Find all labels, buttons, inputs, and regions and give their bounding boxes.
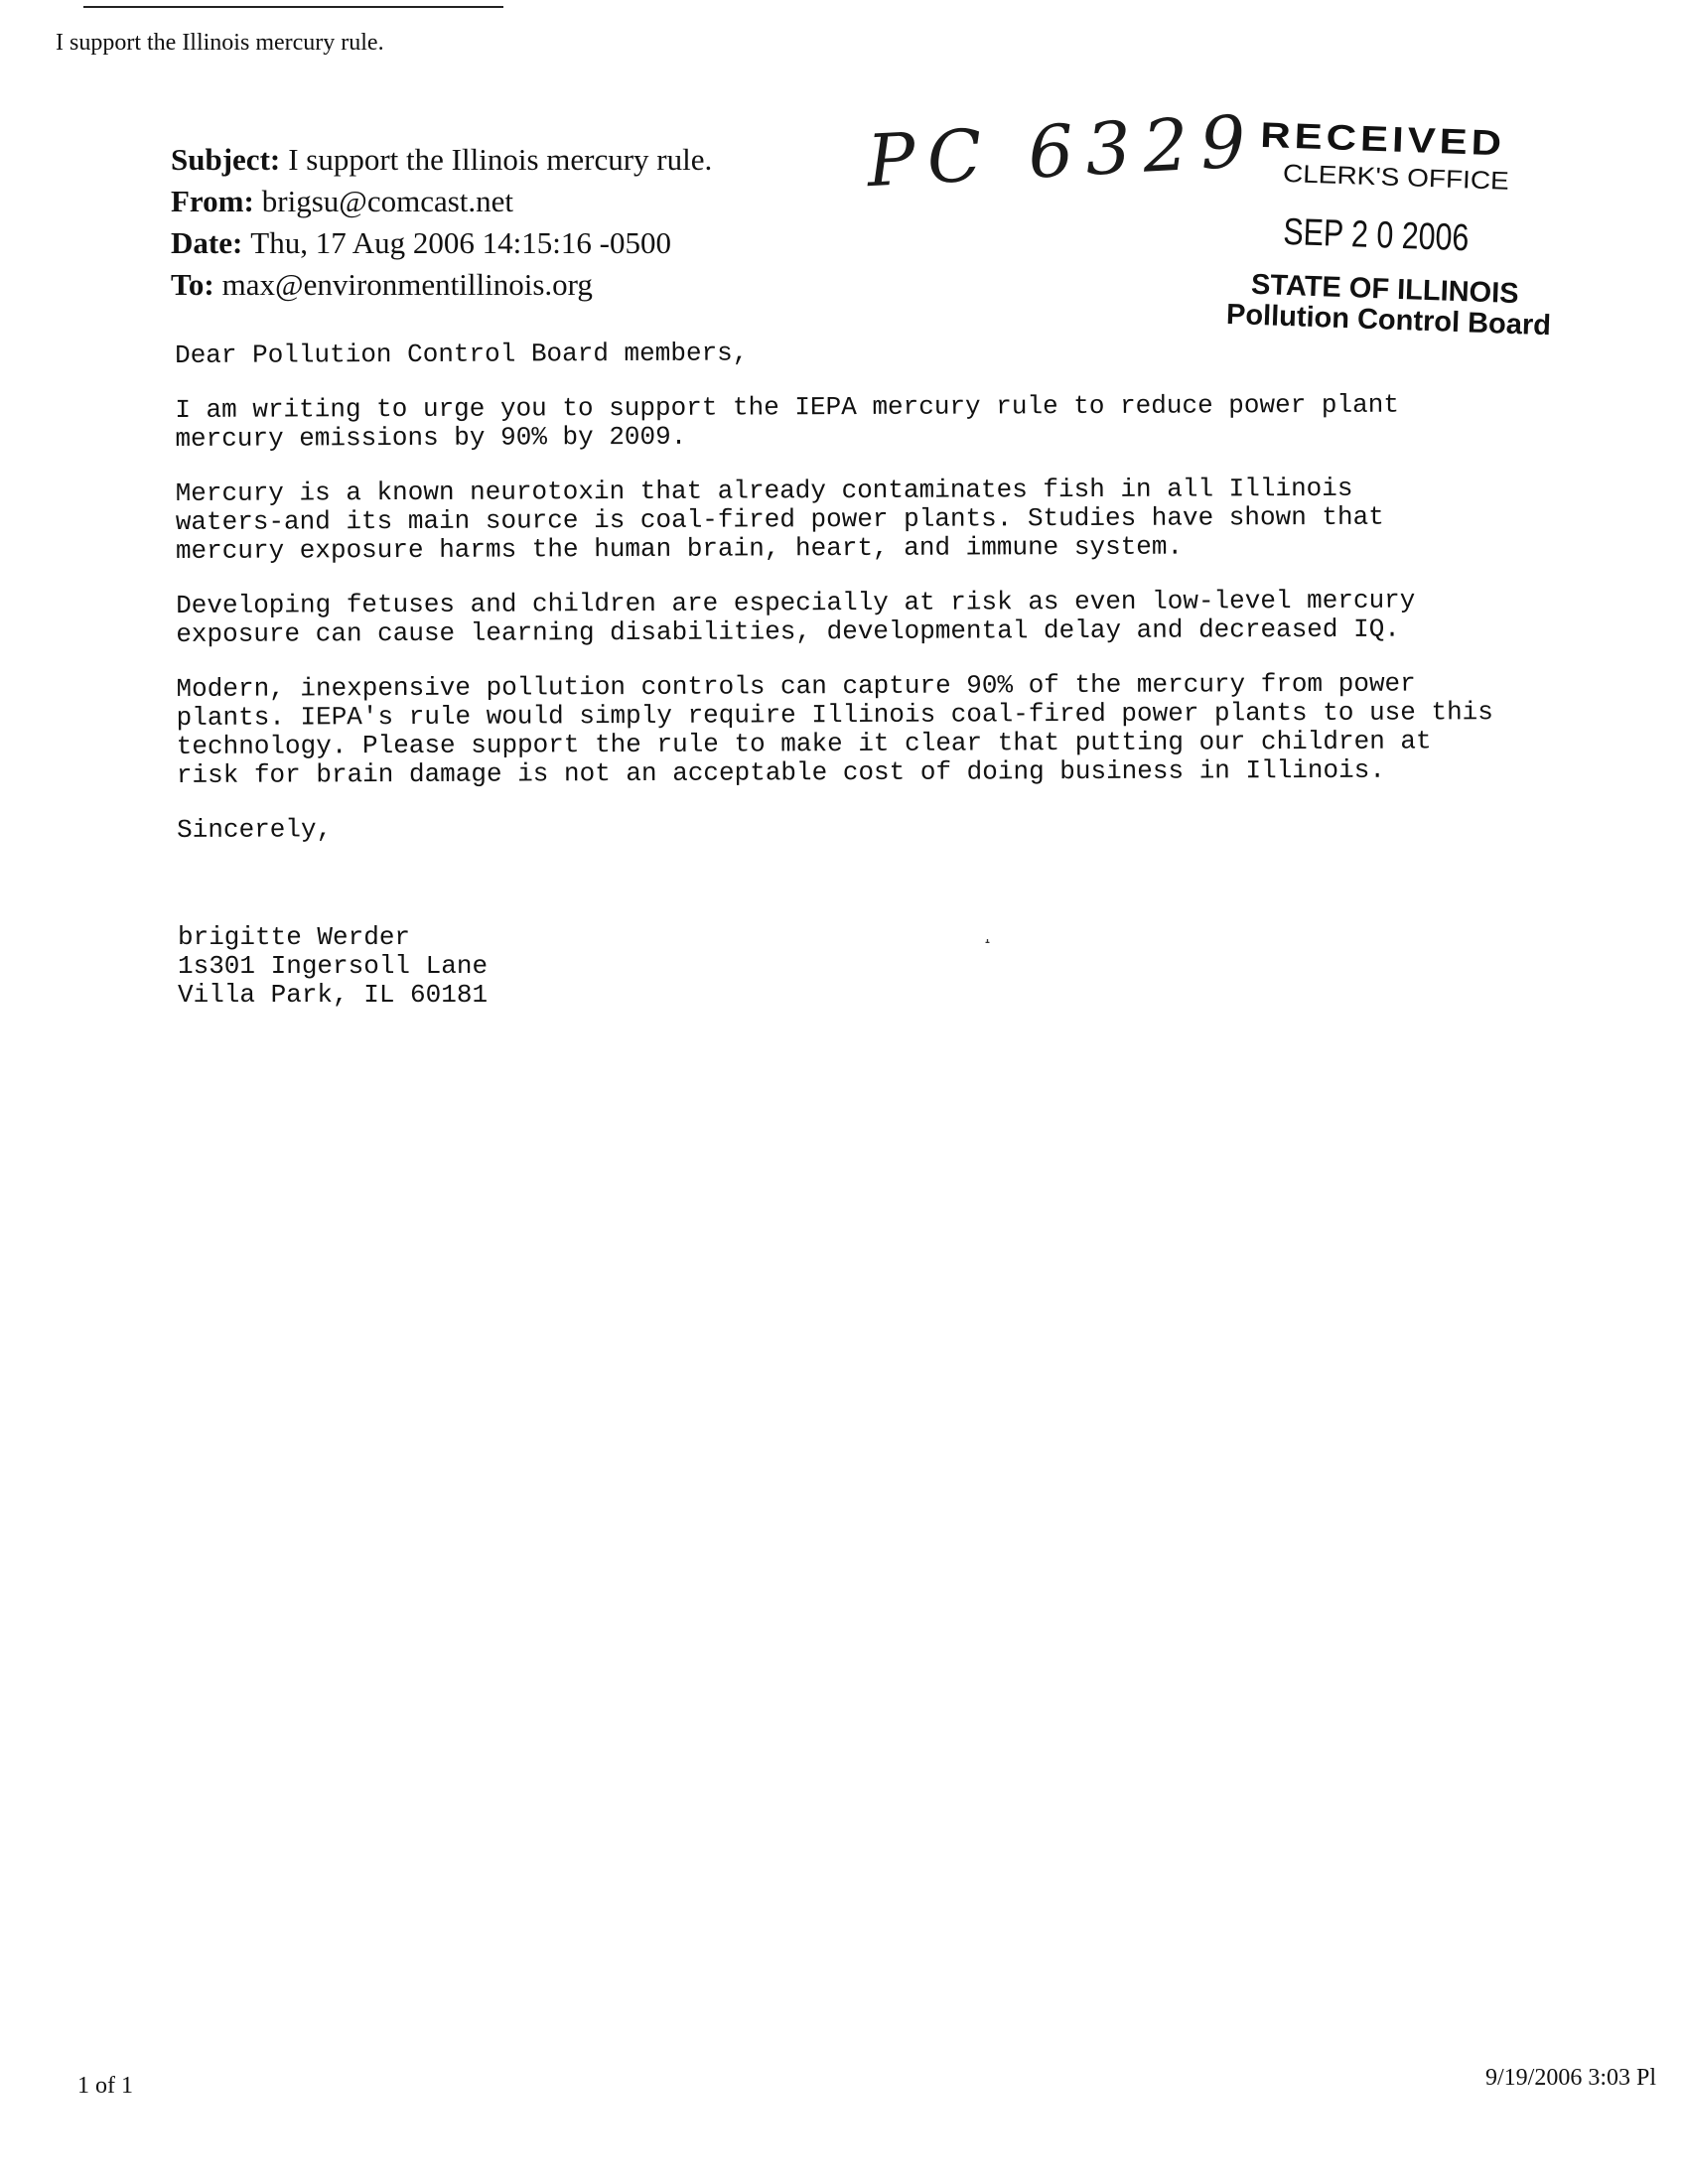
email-from-value: brigsu@comcast.net (261, 184, 514, 218)
signature-city: Villa Park, IL 60181 (178, 980, 489, 1010)
stamp-date: SEP 2 0 2006 (1282, 210, 1471, 260)
stamp-board: Pollution Control Board (1225, 298, 1552, 342)
letter-paragraph: Developing fetuses and children are especially at risk as even low-level mercury exposure can cause learning disabilities, developmental delay and decreased IQ. (176, 585, 1416, 649)
stamp-received: RECEIVED (1259, 114, 1506, 164)
stamp-state: STATE OF ILLINOIS (1250, 268, 1520, 311)
handwritten-pc-number: PC 6329 (865, 98, 1260, 204)
stamp-clerks-office: CLERK'S OFFICE (1282, 159, 1510, 196)
signature-name: brigitte Werder (178, 922, 411, 952)
email-subject-line (171, 139, 712, 181)
email-from-line (171, 181, 712, 222)
email-to-value: max@environmentillinois.org (221, 267, 593, 302)
email-to-key: To: (171, 267, 214, 302)
letter-closing: Sincerely, (177, 814, 333, 845)
footer-page-count: 1 of 1 (77, 2073, 133, 2099)
top-rule (83, 6, 503, 8)
signature-block (178, 923, 488, 1010)
received-stamp (1225, 114, 1552, 342)
letter-paragraph: Modern, inexpensive pollution controls can capture 90% of the mercury from power plants. IEPA's rule would simply require Illinois coal-fired power plants to use this technology. Please support the rule to make it clear that putting our children at risk for brain damage is not an acceptable cost of doing business in Illinois. (176, 668, 1493, 790)
letter-paragraph: I am writing to urge you to support the IEPA mercury rule to reduce power plant mercury emissions by 90% by 2009. (175, 389, 1399, 454)
signature-street: 1s301 Ingersoll Lane (178, 951, 489, 981)
email-date-key: Date: (171, 225, 243, 260)
email-to-line (171, 264, 712, 306)
letter-paragraph: Mercury is a known neurotoxin that already contaminates fish in all Illinois waters-and its main source is coal-fired power plants. Studies have shown that mercury exposure harms the human brain, heart, and immune system. (175, 473, 1384, 566)
footer-print-timestamp: 9/19/2006 3:03 Pl (1485, 2065, 1657, 2091)
email-subject-key: Subject: (171, 142, 281, 177)
email-date-value: Thu, 17 Aug 2006 14:15:16 -0500 (250, 225, 671, 260)
stray-mark: ˔ (983, 931, 992, 952)
email-header-block (171, 139, 712, 306)
email-subject-value: I support the Illinois mercury rule. (288, 142, 713, 177)
letter-salutation: Dear Pollution Control Board members, (174, 338, 749, 370)
letter-body (175, 336, 1567, 845)
email-from-key: From: (171, 184, 254, 218)
email-date-line (171, 222, 712, 264)
page-header-title: I support the Illinois mercury rule. (56, 30, 384, 56)
